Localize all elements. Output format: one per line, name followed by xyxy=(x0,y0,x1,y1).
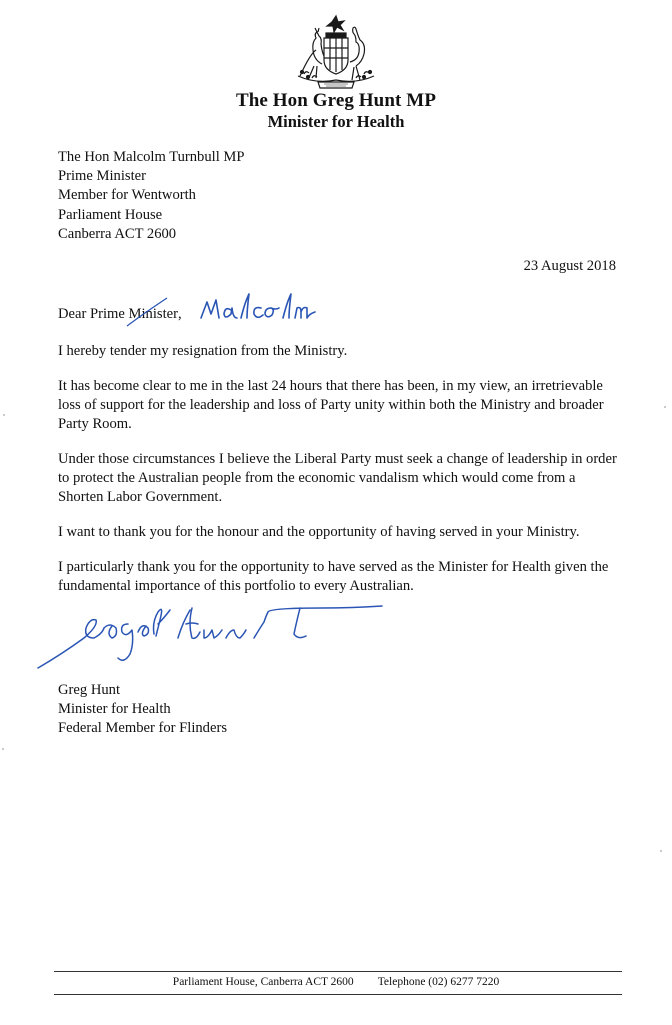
body-paragraph: I hereby tender my resignation from the Ministry. xyxy=(58,343,348,359)
salutation-comma: , xyxy=(177,306,182,322)
body-paragraph: Under those circumstances I believe the Liberal Party must seek a change of leadership in order to protect the Australian people from the economic vandalism which would come from a Shorten Labor Government. xyxy=(58,451,617,505)
signoff-block xyxy=(58,681,227,739)
letter-body xyxy=(58,342,618,612)
body-paragraph: I particularly thank you for the opportunity to have served as the Minister for Health given the fundamental importance of this portfolio to every Australian. xyxy=(58,559,609,594)
recipient-line: The Hon Malcolm Turnbull MP xyxy=(58,149,245,165)
scan-speck xyxy=(2,748,4,750)
footer xyxy=(0,976,672,988)
handwritten-signature-icon xyxy=(32,594,392,678)
salutation-greeting: Dear Prime xyxy=(58,306,129,322)
struck-word: Minister xyxy=(129,306,178,323)
recipient-line: Member for Wentworth xyxy=(58,187,196,204)
signoff-line: Federal Member for Flinders xyxy=(58,720,227,737)
signoff-line: Minister for Health xyxy=(58,701,171,718)
signoff-line: Greg Hunt xyxy=(58,682,121,698)
recipient-address xyxy=(58,148,245,244)
handwritten-name-icon xyxy=(197,288,347,328)
footer-rule-top xyxy=(54,971,622,972)
recipient-line: Prime Minister xyxy=(58,168,146,185)
footer-address: Parliament House, Canberra ACT 2600 xyxy=(172,976,354,988)
scan-speck xyxy=(660,850,662,852)
body-paragraph: I want to thank you for the honour and the opportunity of having served in your Ministry. xyxy=(58,524,580,540)
minister-name-heading: The Hon Greg Hunt MP xyxy=(235,90,437,111)
strikethrough-icon xyxy=(125,296,169,328)
letter-date: 23 August 2018 xyxy=(523,258,616,274)
scan-speck xyxy=(3,414,5,416)
body-paragraph: It has become clear to me in the last 24 hours that there has been, in my view, an irretrievable loss of support for the leadership and loss of Party unity within both the Ministry and broader Party Room. xyxy=(58,378,604,432)
salutation xyxy=(58,306,182,323)
footer-rule-bottom xyxy=(54,994,622,995)
scan-speck xyxy=(664,406,666,408)
coat-of-arms-icon xyxy=(286,14,386,92)
recipient-line: Canberra ACT 2600 xyxy=(58,225,177,242)
minister-title-heading: Minister for Health xyxy=(267,112,405,131)
recipient-line: Parliament House xyxy=(58,206,163,223)
footer-telephone: Telephone (02) 6277 7220 xyxy=(377,976,500,988)
